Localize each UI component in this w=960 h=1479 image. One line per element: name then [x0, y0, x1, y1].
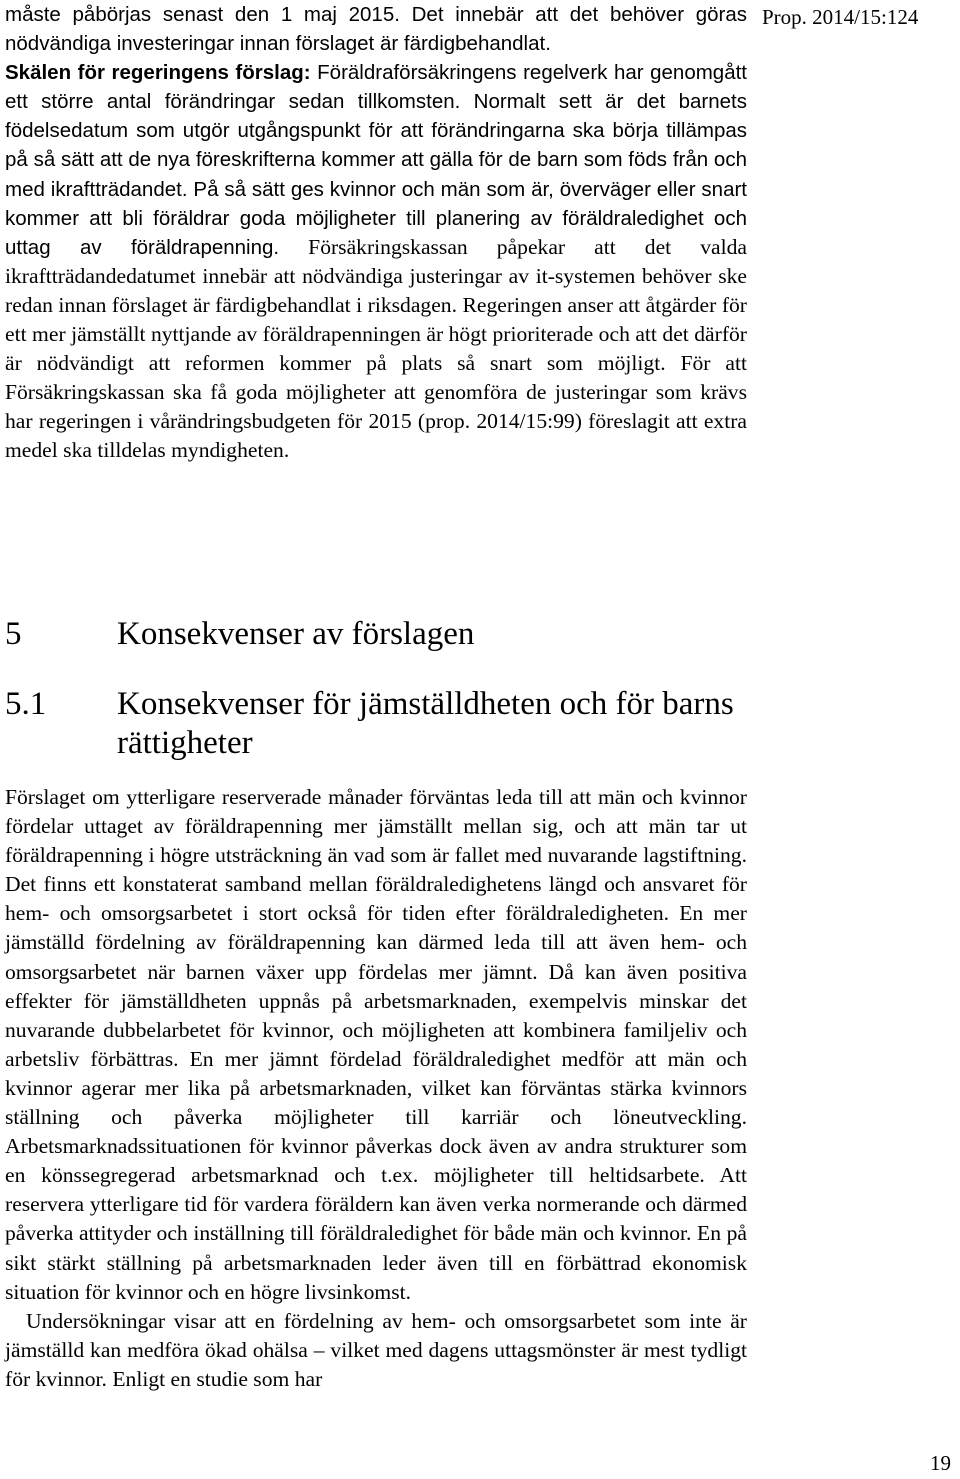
section-5-1-body [5, 783, 747, 1394]
section-5-number: 5 [5, 616, 22, 652]
section-5-1-title-line2: rättigheter [117, 725, 253, 761]
top-sentence-1: måste påbörjas senast den 1 maj 2015. Det innebär att det behöver göras [5, 3, 747, 26]
section-5-1-heading [5, 685, 755, 763]
section-5-title: Konsekvenser av förslagen [117, 616, 475, 652]
page-number: 19 [930, 1451, 951, 1475]
reasons-text-rest: Försäkringskassan påpekar att det valda ikraftträdandedatumet innebär att nödvändiga justeringar av it-systemen behöver ske redan innan förslaget är färdigbehandlat i riksdagen. Regeringen anser att åtgärder för ett mer jämställt nyttjande av föräldrapenningen är högt prioriterade och att det därför är nödvändigt att reformen kommer på plats så snart som möjligt. För att Försäkringskassan ska få goda möjligheter att genomföra de justeringar som krävs har regeringen i vårändringsbudgeten för 2015 (prop. 2014/15:99) föreslagit att extra medel ska tilldelas myndigheten. [5, 234, 747, 463]
section-5-1-paragraph-2: Undersökningar visar att en fördelning av hem- och omsorgsarbetet som inte är jämställd kan medföra ökad ohälsa – vilket med dagens uttagsmönster är mest tydligt för kvinnor. Enligt en studie som har [5, 1308, 747, 1391]
top-paragraph-2 [5, 58, 747, 465]
reasons-lead: Skälen för regeringens förslag: [5, 61, 311, 85]
proposition-reference: Prop. 2014/15:124 [762, 5, 919, 29]
section-5-heading [5, 615, 755, 654]
section-5-1-number: 5.1 [5, 686, 47, 722]
top-sentence-2: nödvändiga investeringar innan förslaget är färdigbehandlat. [5, 32, 551, 56]
top-text-block [5, 0, 747, 466]
section-5-1-title-line1: Konsekvenser för jämställdheten och för barns [117, 686, 734, 722]
reasons-text: Föräldraförsäkringens regelverk har genomgått ett större antal förändringar sedan tillkomsten. Normalt sett är det barnets födelsedatum som utgör utgångspunkt för att förändringarna ska börja tillämpas på så sätt att de nya föreskrifterna kommer att gälla för de barn som föds från och med ikraftträdandet. På så sätt ges kvinnor och män som är, överväger eller snart kommer att bli föräldrar goda möjligheter till planering av föräldraledighet och uttag av föräldrapenning. [5, 61, 747, 259]
top-paragraph-1 [5, 0, 747, 58]
section-5-1-paragraph-1: Förslaget om ytterligare reserverade månader förväntas leda till att män och kvinnor fördelar uttaget av föräldrapenning mer jämställt mellan sig, och att män tar ut föräldrapenning i högre utsträckning än vad som är fallet med nuvarande lagstiftning. Det finns ett konstaterat samband mellan föräldraledighetens längd och ansvaret för hem- och omsorgsarbetet i stort också för tiden efter föräldraledigheten. En mer jämställd fördelning av föräldrapenning kan därmed leda till att även hem- och omsorgsarbetet när barnen växer upp fördelas mer jämnt. Då kan även positiva effekter för jämställdheten uppnås på arbetsmarknaden, exempelvis minskar det nuvarande dubbelarbetet för kvinnor, och möjligheten att kombinera familjeliv och arbetsliv förbättras. En mer jämnt fördelad föräldraledighet medför att män och kvinnor agerar mer lika på arbetsmarknaden, vilket kan förväntas stärka kvinnors ställning och påverka möjligheter till karriär och löneutveckling. Arbetsmarknadssituationen för kvinnor påverkas dock även av andra strukturer som en könssegregerad arbetsmarknad och t.ex. möjligheter till heltidsarbete. Att reservera ytterligare tid för vardera föräldern kan även verka normerande och därmed påverka attityder och inställning till föräldraledighet för både män och kvinnor. En på sikt stärkt ställning på arbetsmarknaden leder även till en förbättrad ekonomisk situation för kvinnor och en högre livsinkomst. [5, 785, 747, 1304]
